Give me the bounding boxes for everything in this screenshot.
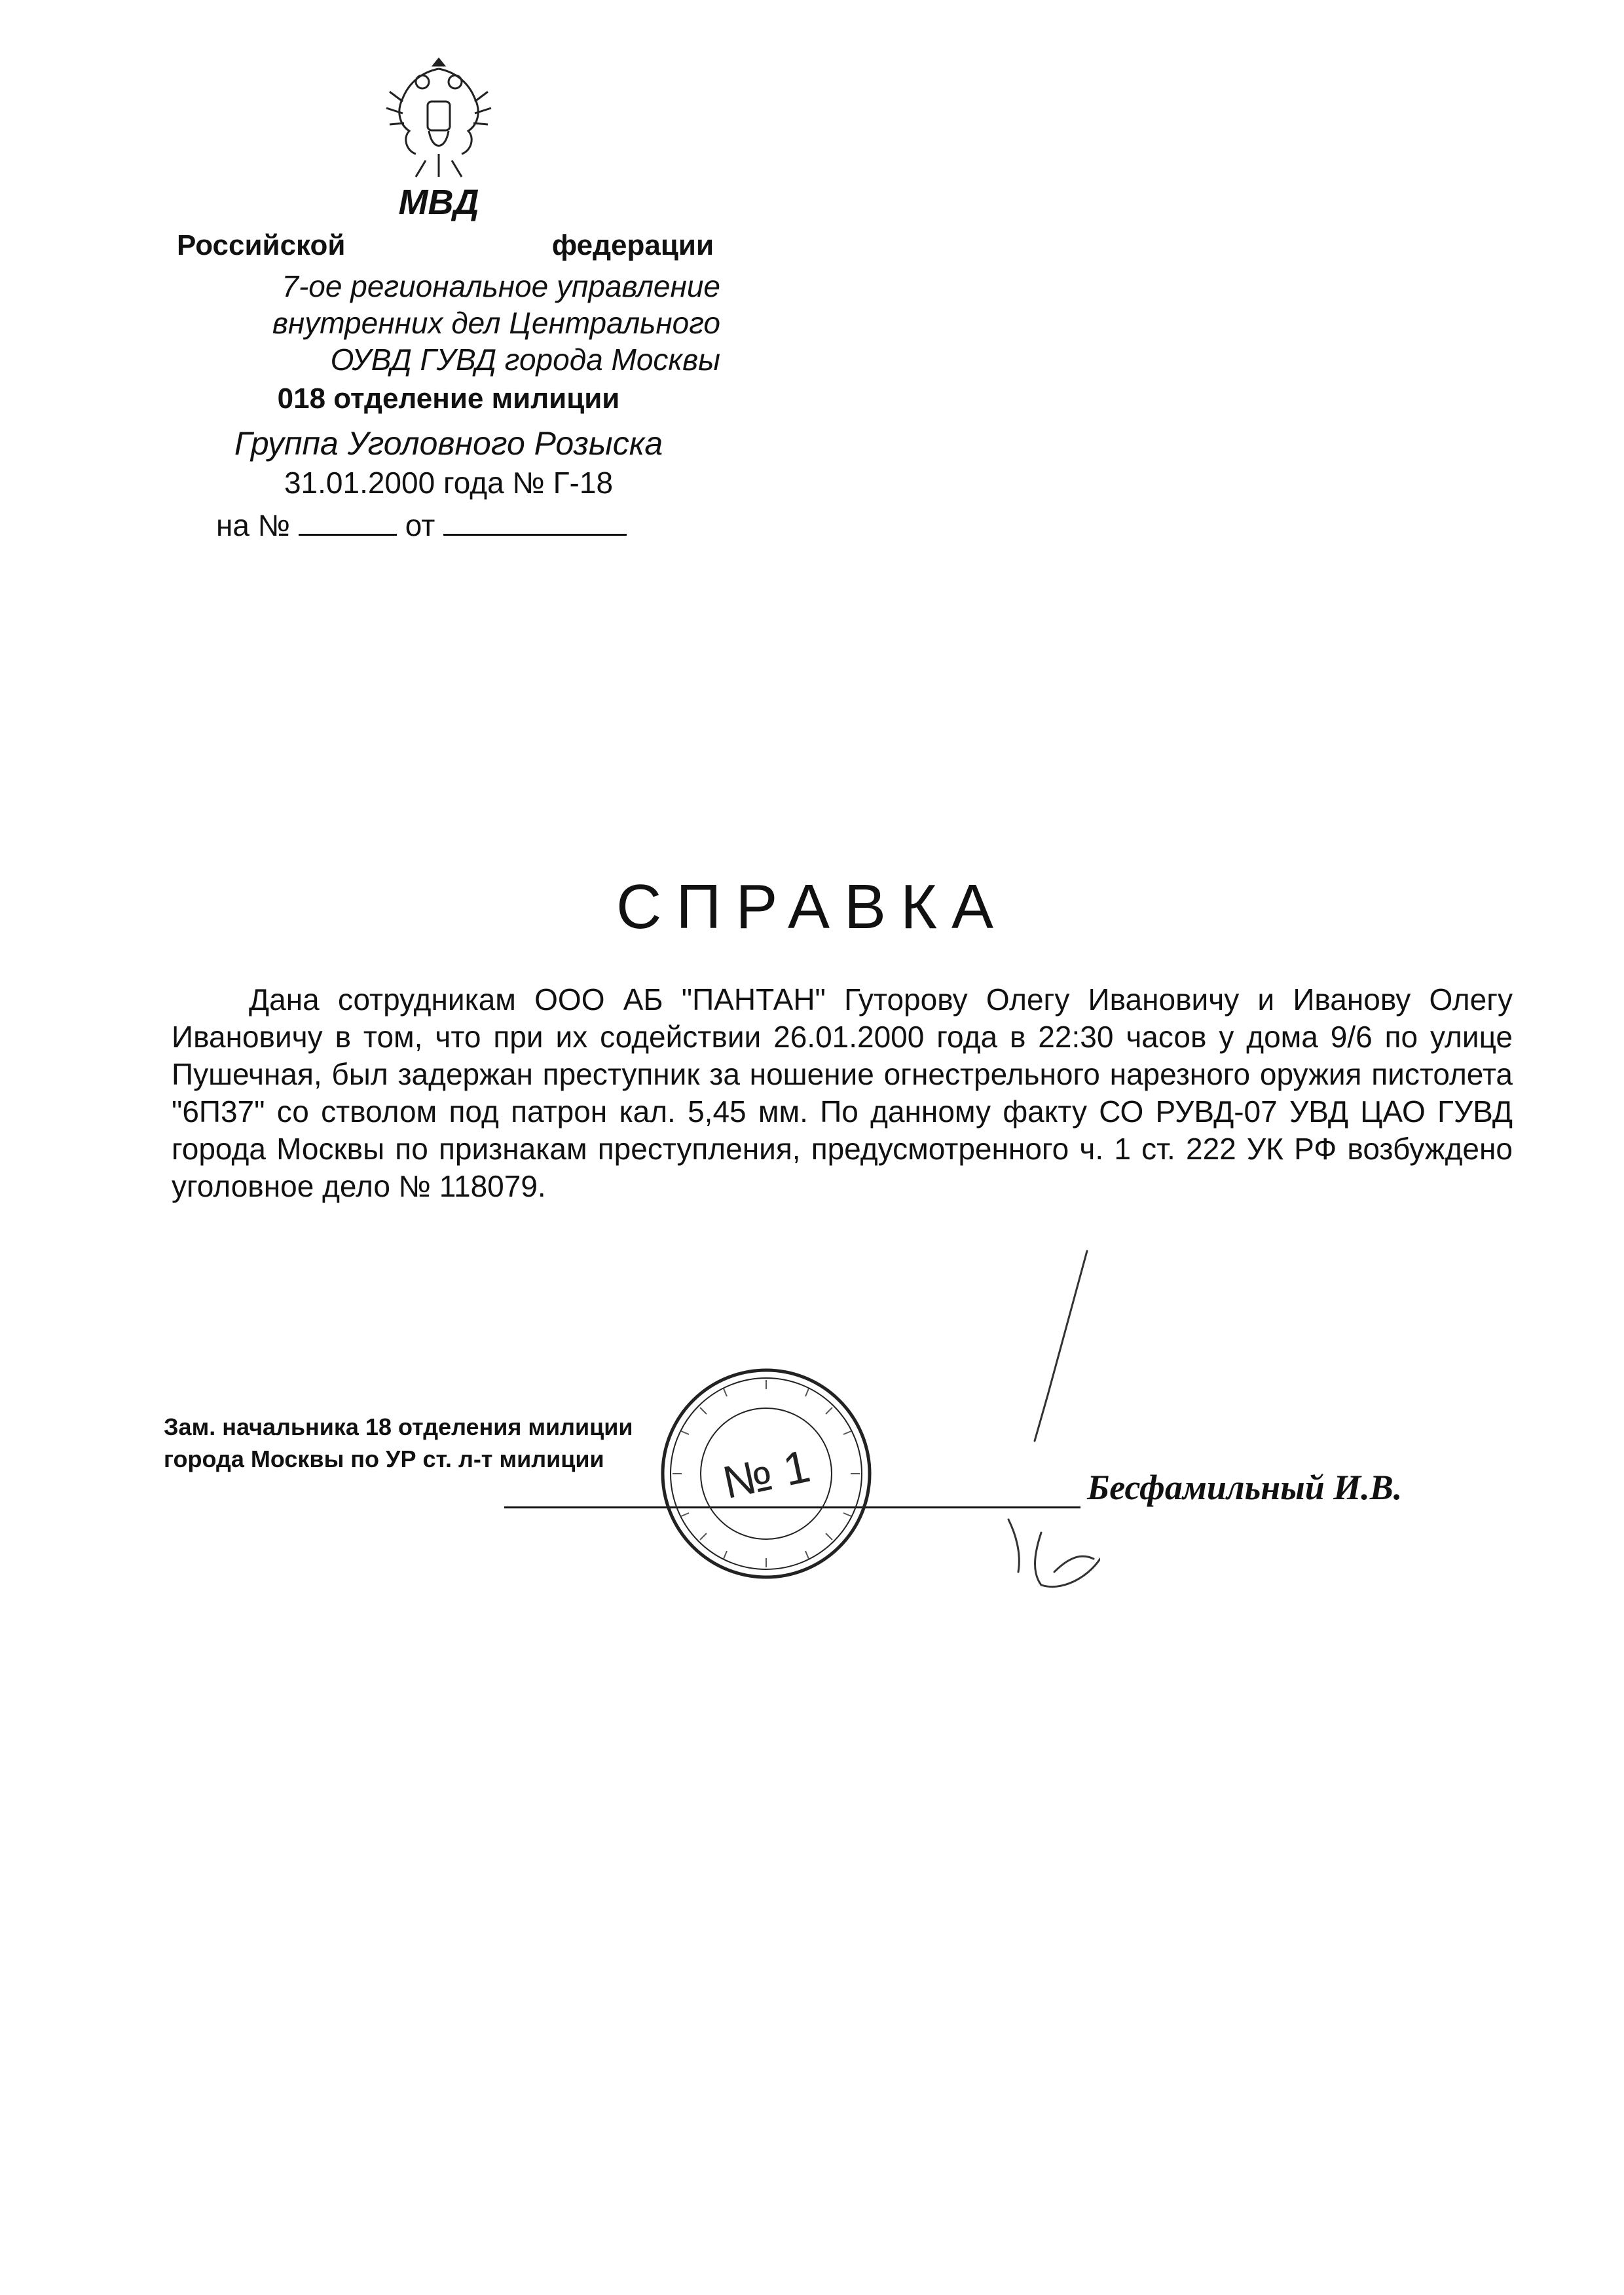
reference-line — [216, 508, 674, 543]
document-body: Дана сотрудникам ООО АБ "ПАНТАН" Гуторову Олегу Ивановичу и Иванову Олегу Ивановичу в том, что при их содействии 26.01.2000 года в 22:30 часов у дома 9/6 по улице Пушечная, был задержан преступник за ношение огнестрельного нарезного оружия пистолета "6П37" со стволом под патрон кал. 5,45 мм. По данному факту СО РУВД-07 УВД ЦАО ГУВД города Москвы по признакам преступления, предусмотренного ч. 1 ст. 222 УК РФ возбуждено уголовное дело № 118079. — [172, 982, 1513, 1203]
double-headed-eagle-emblem-icon — [377, 46, 501, 183]
document-title: СПРАВКА — [616, 872, 1008, 942]
signatory-name: Бесфамильный И.В. — [1087, 1468, 1403, 1507]
org-line-criminal-investigation: Группа Уголовного Розыска — [234, 425, 663, 462]
org-line2-left: Российской — [177, 229, 346, 261]
org-line-regional-department: 7-ое региональное управление — [282, 269, 720, 303]
stamp-number: № 1 — [718, 1440, 815, 1509]
ref-date-blank — [443, 509, 627, 536]
org-line-internal-affairs: внутренних дел Центрального — [272, 306, 720, 340]
handwritten-signature-icon — [969, 1244, 1100, 1624]
ref-from: от — [405, 508, 435, 542]
round-seal-stamp-icon — [658, 1366, 874, 1582]
org-mvd: МВД — [398, 183, 479, 222]
document-date-number: 31.01.2000 года № Г-18 — [284, 466, 614, 500]
ref-number-blank — [299, 509, 397, 536]
signatory-position-line2: города Москвы по УР ст. л-т милиции — [164, 1446, 604, 1472]
org-line-ouvd-guvd: ОУВД ГУВД города Москвы — [330, 343, 720, 377]
org-line-russian-federation — [177, 229, 714, 262]
org-line-police-department: 018 отделение милиции — [277, 382, 620, 415]
org-line2-right: федерации — [551, 229, 714, 261]
signatory-position-line1: Зам. начальника 18 отделения милиции — [164, 1413, 633, 1440]
ref-prefix: на № — [216, 508, 291, 542]
